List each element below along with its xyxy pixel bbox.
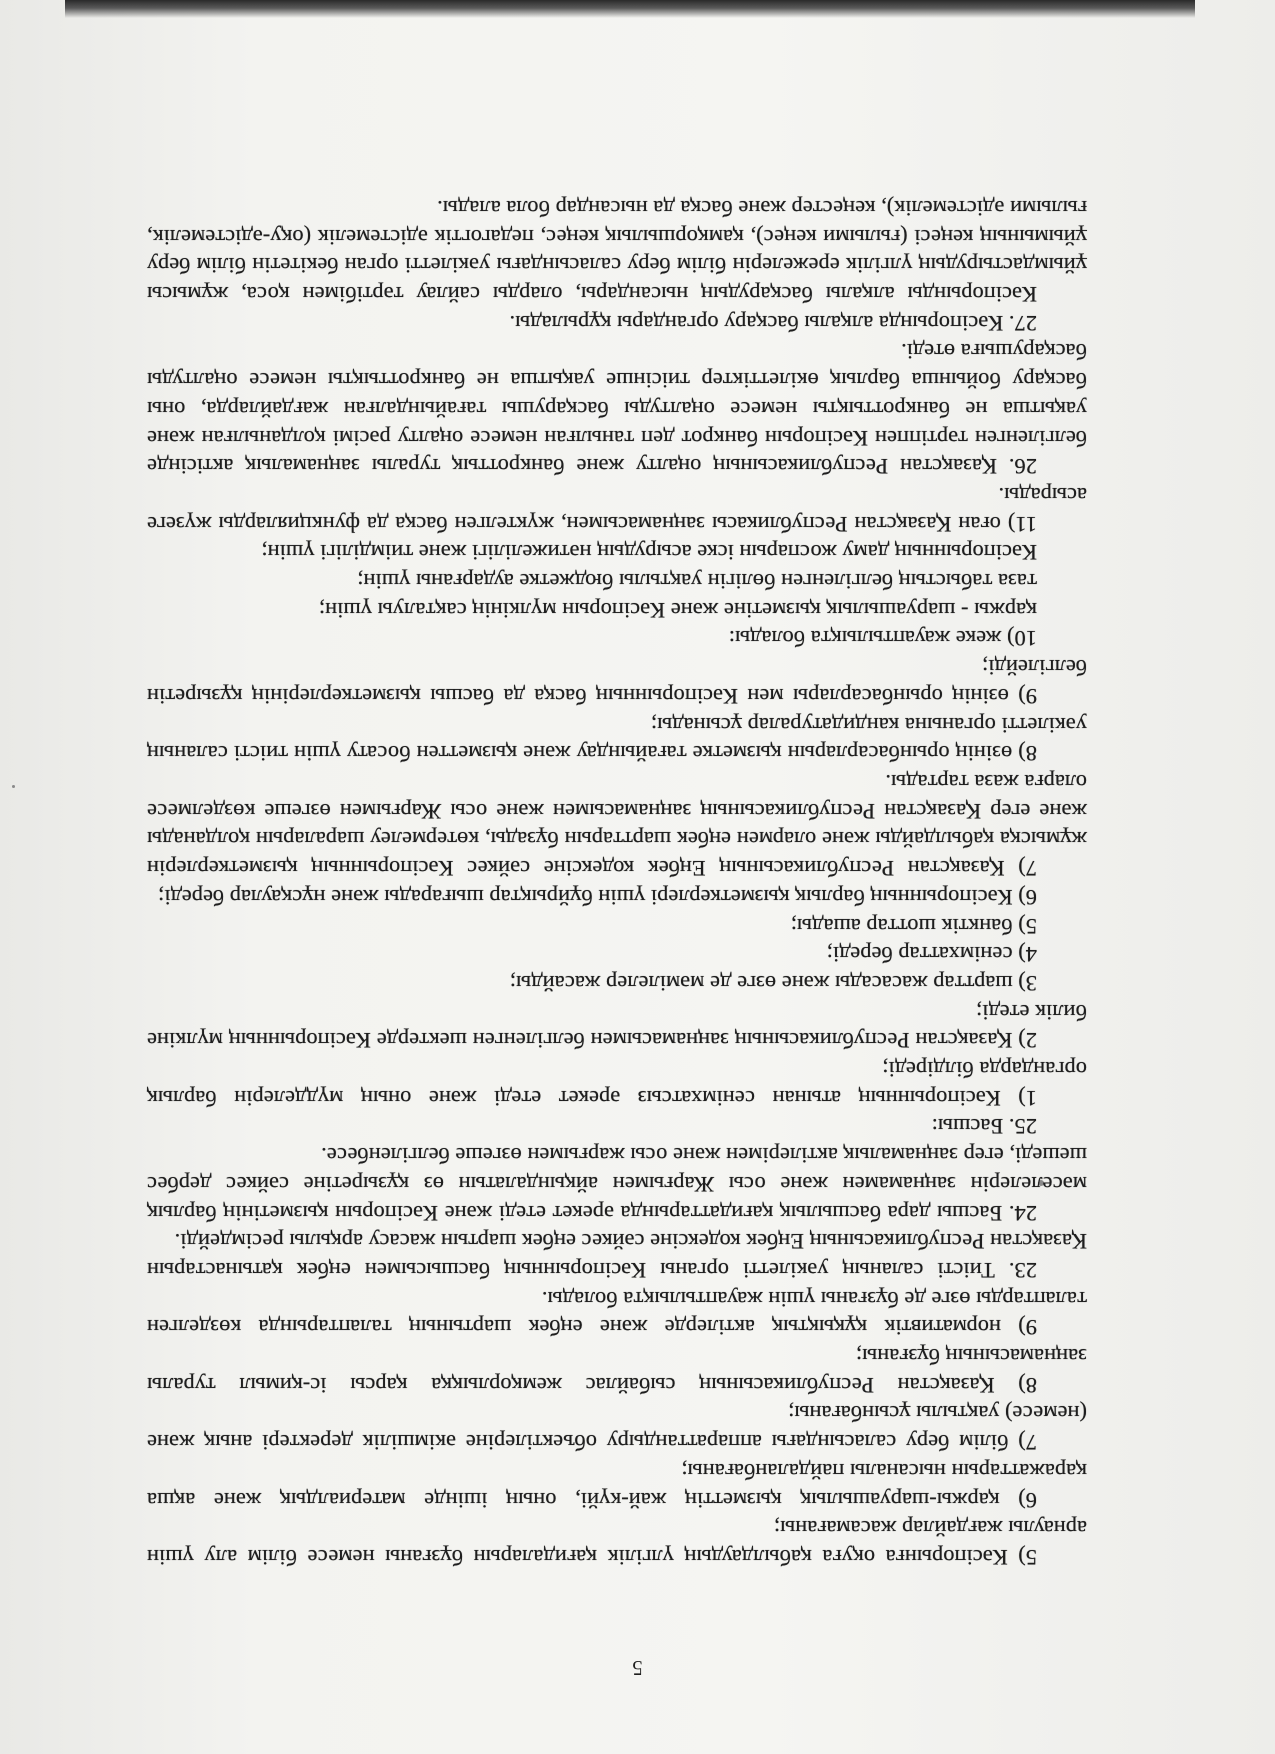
paragraph: 8) өзінің орынбасарларын қызметке тағайындау және қызметтен босату үшін тиісті саланың уәкілетті органына кандидатуралар ұсынады;	[147, 712, 1087, 767]
paragraph: 7) білім беру саласындағы аппараттандыру объектілеріне әкімшілік деректері анық және (немесе) уақтылы ұсынбағаны;	[147, 1401, 1087, 1456]
paragraph: Кәсіпорынды алқалы басқарудың нысандары, оларды сайлау тәртібімен қоса, жұмысы ұйымдастырудың үлгілік ережелерін білім беру саласындағы уәкілетті орган бекітетін білім беру ұйымының кеңесі (ғылыми кеңес), қамқоршылық кеңес, педагогтік әдістемелік (оқу-әдістемелік, ғылыми әдістемелік), кеңестер және басқа да нысандар бола алады.	[147, 195, 1087, 308]
paragraph: 6) қаржы-шаруашылық қызметтің жай-күйі, оның ішінде материалдық және ақша қаражаттарын нысаналы пайдаланбағаны;	[147, 1458, 1087, 1513]
paragraph: 10) жеке жауаптылықта болады:	[728, 626, 1037, 652]
paragraph: 5) банктік шоттар ашады;	[790, 913, 1037, 939]
paragraph: 3) шарттар жасасады және өзге де мәмілелер жасайды;	[509, 970, 1037, 996]
paragraph: 9) нормативтік құқықтық актілерде және еңбек шартының талаптарында көзделген талаптарды өзге де бұзғаны үшін жауаптылықта болады.	[147, 1286, 1087, 1341]
paragraph: 5) Кәсіпорынға оқуға қабылдаудың үлгілік қағидаларын бұзғаны немесе білім алу үшін арнаулы жағдайлар жасамағаны;	[147, 1516, 1087, 1570]
paragraph: 8) Қазақстан Республикасының сыбайлас жемқорлыққа қарсы іс-қимыл туралы заңнамасының бұзғаны;	[147, 1344, 1087, 1398]
paragraph: 4) сенімхаттар береді;	[826, 942, 1037, 968]
document-body	[147, 193, 1087, 1571]
paragraph: 11) оған Қазақстан Республикасы заңнамасымен, жүктелген басқа да функцияларды жүзеге асырады.	[147, 482, 1087, 537]
paragraph: 2) Қазақстан Республикасының заңнамасымен белгіленген шектерде Кәсіпорынның мүлкіне билік етеді;	[147, 999, 1087, 1054]
page-number: 5	[632, 1656, 643, 1680]
paragraph: таза табыстың белгіленген бөлігін уақтылы бюджетке аударғаны үшін;	[357, 569, 1037, 595]
paragraph: 24. Басшы дара басшылық қағидаттарында әрекет етеді және Кәсіпорын қызметінің барлық мәселелерін заңнамамен және осы Жарғымен айқындалатын өз құзыретіне сәйкес дербес шешеді, егер заңнамалық актілерімен және осы жарғымен өзгеше белгіленбесе.	[147, 1143, 1087, 1226]
paragraph: қаржы - шаруашылық қызметіне және Кәсіпорын мүлкінің сақталуы үшін;	[318, 597, 1037, 623]
paragraph: 23. Тиісті саланың уәкілетті органы Кәсіпорынның басшысымен еңбек қатынастарын Қазақстан Республикасының Еңбек кодексіне сәйкес еңбек шартын жасасу арқылы ресімдейді.	[147, 1229, 1087, 1283]
paragraph: Кәсіпорынның даму жоспарын іске асырудың нәтижелілігі және тиімділігі үшін;	[261, 540, 1037, 566]
paragraph: 6) Кәсіпорынның барлық қызметкерлері үшін бұйрықтар шығарады және нұсқаулар береді;	[158, 884, 1037, 910]
paragraph: 7) Қазақстан Республикасының Еңбек кодексіне сәйкес Кәсіпорынның қызметкерлерін жұмысқа қабылдайды және олармен еңбек шарттарын бұзады, көтермелеу шараларын қолданады және егер Қазақстан Республикасының заңнамасымен және осы Жарғымен өзгеше көзделмесе оларға жаза тартады.	[147, 770, 1087, 882]
paragraph: 9) өзінің орынбасарлары мен Кәсіпорынның басқа да басшы қызметкерлерінің құзыретін белгілейді;	[147, 655, 1087, 709]
paragraph: 27. Кәсіпорында алқалы басқару органдары құрылады.	[509, 310, 1037, 336]
paragraph: 25. Басшы:	[931, 1114, 1037, 1140]
paragraph: 26. Қазақстан Республикасының оңалту және банкроттық туралы заңнамалық актісінде белгіленген тәртіппен Кәсіпорын банкрот деп танылған немесе оңалту рәсімі қолданылған және уақытша не банкроттықты немесе оңалтуды басқарушы тағайындалған жағдайларда, оны басқару бойынша барлық өкілеттіктер тиісінше уақытша не банкроттықты немесе оңалтуды басқарушыға өтеді.	[147, 339, 1087, 480]
paragraph: 1) Кәсіпорынның атынан сенімхатсыз әрекет етеді және оның мүдделерін барлық органдарда білдіреді;	[147, 1057, 1087, 1111]
